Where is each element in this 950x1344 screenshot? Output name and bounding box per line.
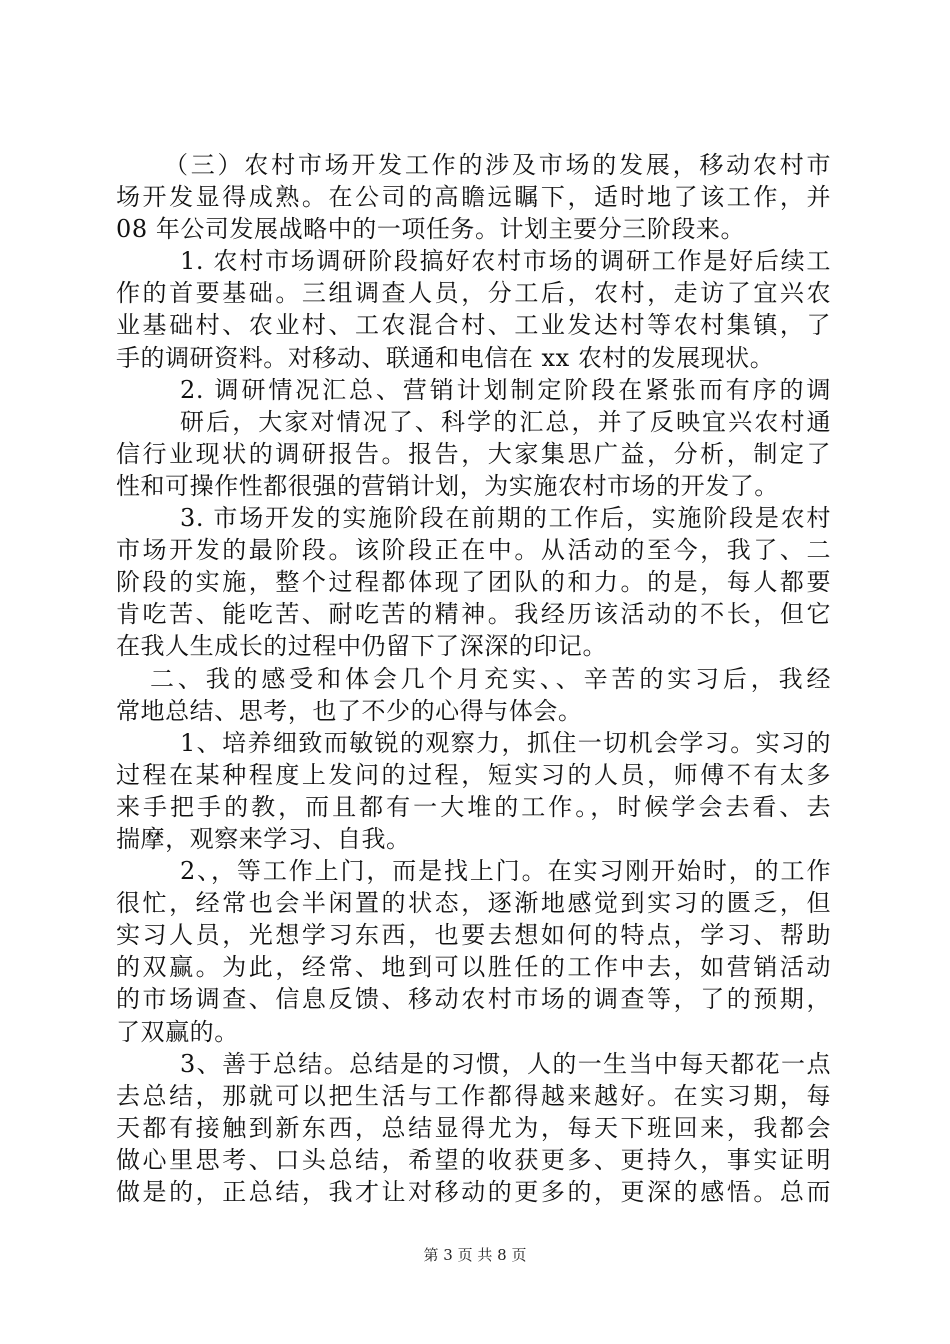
paragraph-line: 信行业现状的调研报告。报告，大家集思广益，分析，制定了 — [116, 439, 831, 468]
paragraph-line: 做心里思考、口头总结，希望的收获更多、更持久，事实证明 — [116, 1145, 831, 1174]
paragraph-line: （三）农村市场开发工作的涉及市场的发展，移动农村市 — [164, 151, 831, 179]
paragraph-line: 过程在某种程度上发问的过程，短实习的人员，师傅不有太多 — [116, 760, 831, 789]
paragraph-line: 了双赢的。 — [116, 1017, 239, 1046]
paragraph-line: 2、，等工作上门，而是找上门。在实习刚开始时，的工作 — [180, 857, 831, 886]
page-footer: 第 3 页 共 8 页 — [423, 1246, 527, 1264]
paragraph-line: 天都有接触到新东西，总结显得尤为，每天下班回来，我都会 — [116, 1113, 831, 1142]
paragraph-line: 常地总结、思考，也了不少的心得与体会。 — [116, 696, 583, 725]
paragraph-line: 3、善于总结。总结是的习惯，人的一生当中每天都花一点 — [180, 1049, 831, 1078]
paragraph-line: 1、培养细致而敏锐的观察力，抓住一切机会学习。实习的 — [180, 728, 831, 757]
paragraph-line: 2. 调研情况汇总、营销计划制定阶段在紧张而有序的调 — [180, 375, 831, 404]
paragraph-line: 业基础村、农业村、工农混合村、工业发达村等农村集镇，了 — [116, 311, 831, 340]
paragraph-line: 研后，大家对情况了、科学的汇总，并了反映宜兴农村通 — [180, 407, 831, 436]
paragraph-line: 场开发显得成熟。在公司的高瞻远瞩下，适时地了该工作，并 — [116, 183, 831, 212]
paragraph-line: 性和可操作性都很强的营销计划，为实施农村市场的开发了。 — [116, 471, 779, 500]
paragraph-line: 作的首要基础。三组调查人员，分工后，农村，走访了宜兴农 — [116, 279, 831, 308]
paragraph-line: 很忙，经常也会半闲置的状态，逐渐地感觉到实习的匮乏，但 — [116, 889, 831, 918]
document-body — [116, 149, 831, 1208]
paragraph-line: 肯吃苦、能吃苦、耐吃苦的精神。我经历该活动的不长，但它 — [116, 600, 831, 629]
paragraph-line: 3. 市场开发的实施阶段在前期的工作后，实施阶段是农村 — [180, 504, 831, 533]
paragraph-line: 市场开发的最阶段。该阶段正在中。从活动的至今，我了、二 — [116, 536, 831, 565]
paragraph-line: 二、我的感受和体会几个月充实、、辛苦的实习后，我经 — [150, 664, 831, 693]
paragraph-line: 去总结，那就可以把生活与工作都得越来越好。在实习期，每 — [116, 1081, 831, 1110]
paragraph-line: 的市场调查、信息反馈、移动农村市场的调查等，了的预期， — [116, 985, 831, 1014]
paragraph-line: 1. 农村市场调研阶段搞好农村市场的调研工作是好后续工 — [180, 247, 831, 276]
paragraph-line: 阶段的实施，整个过程都体现了团队的和力。的是，每人都要 — [116, 568, 831, 597]
paragraph-line: 做是的，正总结，我才让对移动的更多的，更深的感悟。总而 — [116, 1178, 831, 1206]
paragraph-line: 08 年公司发展战略中的一项任务。计划主要分三阶段来。 — [116, 215, 746, 244]
paragraph-line: 揣摩，观察来学习、自我。 — [116, 824, 411, 853]
paragraph-line: 手的调研资料。对移动、联通和电信在 xx 农村的发展现状。 — [116, 343, 775, 372]
paragraph-line: 在我人生成长的过程中仍留下了深深的印记。 — [116, 632, 607, 661]
paragraph-line: 实习人员，光想学习东西，也要去想如何的特点，学习、帮助 — [116, 921, 831, 950]
paragraph-line: 的双赢。为此，经常、地到可以胜任的工作中去，如营销活动 — [116, 953, 831, 982]
paragraph-line: 来手把手的教，而且都有一大堆的工作。，时候学会去看、去 — [116, 792, 831, 821]
